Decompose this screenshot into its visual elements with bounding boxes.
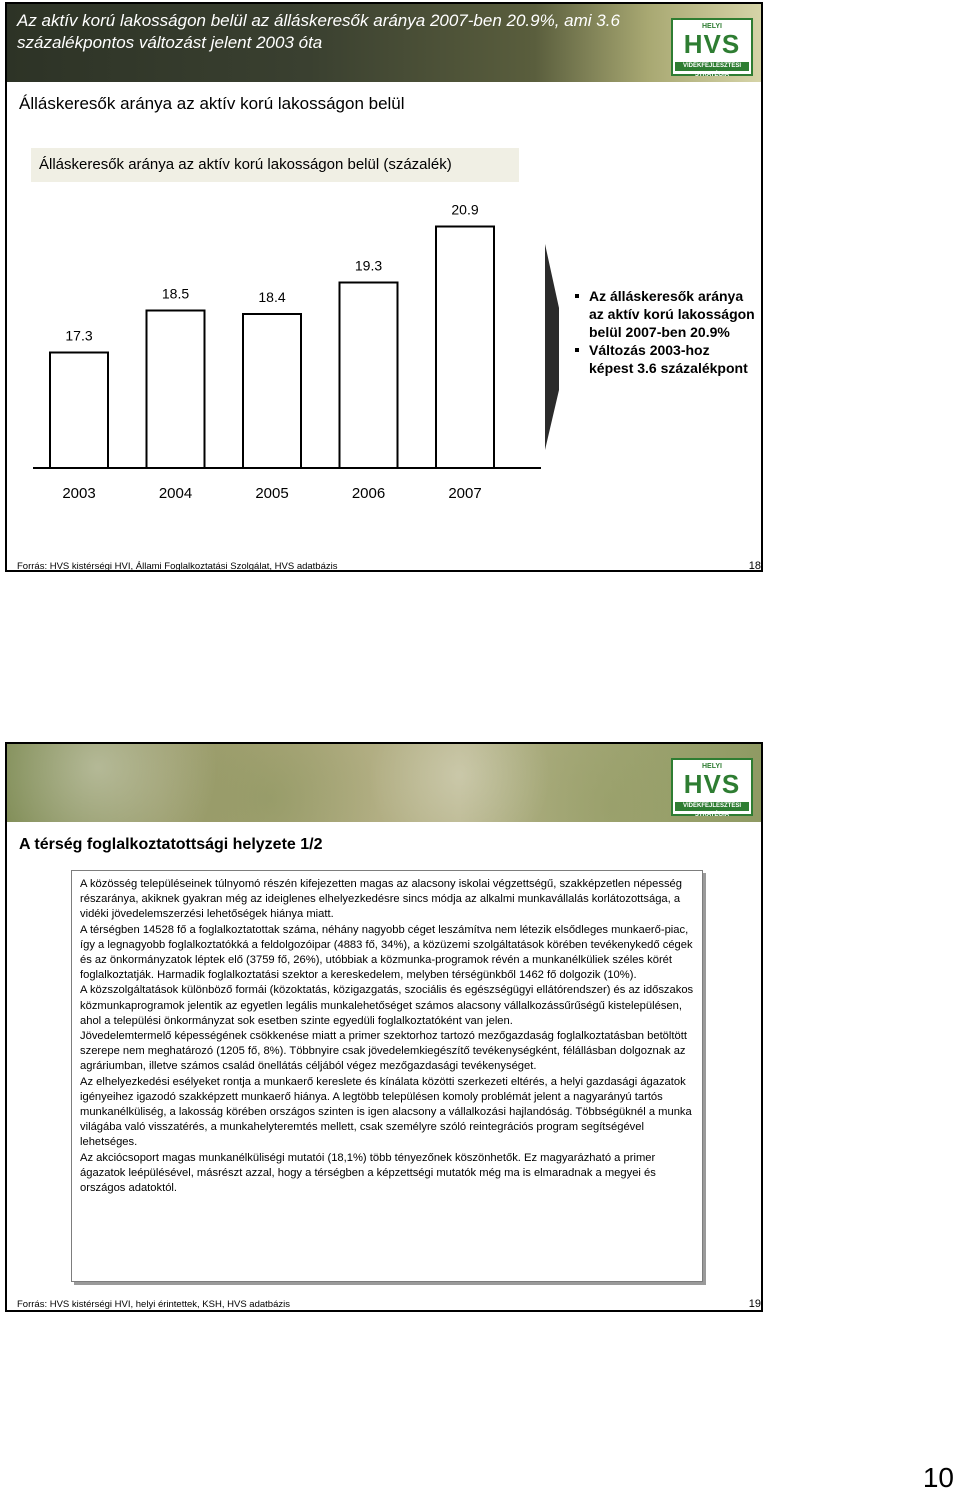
paragraph: A közösség településeinek túlnyomó részén kifejezetten magas az alacsony iskolai végzettségű, szakképzetlen népesség részaránya, akiknek gyakran még az ideiglenes elhelyezkedésre sincs módja az alkalmi munkavállalás korlátozottsága, a vidéki jövedelemszerzési lehetőségek hiánya miatt. [80,878,682,921]
paragraph: Az elhelyezkedési esélyeket rontja a munkaerő kereslete és kínálata közötti szerkezeti eltérés, a helyi gazdasági ágazatok igényeihez igazodó szakképzett munkaerő hiánya. A legtöbb településen komoly problémát jelent a nagyarányú tartós munkanélküliség, a lakosság körében országos szinten is igen alacsony a vállalkozási hajlandóság. Többségüknél a munka világába való visszatérés, a munkahelyteremtés mellett, csak személyre szóló reintegrációs program segítségével lehetséges. [80,1075,692,1149]
data-label: 17.3 [65,327,93,344]
bar-2003 [50,353,108,469]
paragraph: A térségben 14528 fő a foglalkoztatottak száma, néhány nagyobb céget leszámítva nem létezik elsődleges munkaerő-piac, így a legnagyobb foglalkoztatókká a feldolgozóipar (4883 fő, 34%), a közüzemi szolgáltatások körében tevékenykedő cégek és az önkormányzatok léptek elő (3759 fő, 26%), utóbbiak a közmunka-programok révén a munkanélküliek széles körét foglalkoztatják. Harmadik foglalkoztatási szektor a kereskedelem, melyben térségünkből 1462 fő dolgozik (10%). [80,923,693,982]
bar-2005 [243,314,301,468]
data-label: 18.5 [161,285,190,302]
logo-top-text: HELYI [702,763,722,770]
source-note: Forrás: HVS kistérségi HVI, Állami Foglalkoztatási Szolgálat, HVS adatbázis [17,561,338,572]
slide-18 [5,2,763,572]
document-page-number: 10 [922,1462,954,1493]
slide-heading: Álláskeresők aránya az aktív korú lakosságon belül [19,94,405,113]
logo-name: HVS [683,29,741,59]
bar-2004 [147,311,205,469]
data-label: 20.9 [451,204,479,218]
data-label: 19.3 [354,257,383,274]
slide-banner [7,4,761,82]
x-tick-label: 2006 [351,485,386,502]
logo-name: HVS [683,769,741,799]
source-note: Forrás: HVS kistérségi HVI, helyi érintettek, KSH, HVS adatbázis [17,1299,290,1310]
x-tick-label: 2004 [158,485,193,502]
paragraph: Jövedelemtermelő képességének csökkenése miatt a primer szektorhoz tartozó mezőgazdaság foglalkoztatásban betöltött szerepe nem meghatározó (1205 fő, 8%). Többnyire csak jövedelemkiegészítő tevékenységként, félállásban dolgoznak az agráriumban, illetve számos család önellátás céljából végez mezőgazdasági tevékenységet. [80,1030,687,1073]
banner-title: Az aktív korú lakosságon belül az álláskeresők aránya 2007-ben 20.9%, ami 3.6 százalékpontos változást jelent 2003 óta [17,11,620,52]
data-label: 18.4 [258,289,286,305]
slide-number: 18 [748,560,761,572]
logo-top-text: HELYI [702,23,722,30]
x-tick-label: 2005 [255,485,289,502]
bullet-item: Változás 2003-hoz képest 3.6 százalékpont [575,341,755,377]
hvs-logo [671,758,753,816]
slide-number: 19 [748,1298,761,1310]
slide-heading: A térség foglalkoztatottsági helyzete 1/2 [19,836,323,853]
logo-strip: VIDÉKFEJLESZTÉSI STRATÉGIA [675,802,749,811]
x-tick-label: 2003 [62,485,96,502]
summary-bullets [575,287,755,377]
bar-2006 [340,283,398,469]
logo-strip: VIDÉKFEJLESZTÉSI STRATÉGIA [675,62,749,71]
paragraph: Az akciócsoport magas munkanélküliségi mutatói (18,1%) több tényezőnek köszönhetők. Ez magyarázható a primer ágazatok leépülésével, másrészt azzal, hogy a térségben a képzettségi mutatók még ma is elmaradnak a megyei és országos adatoktól. [80,1151,656,1195]
hvs-logo [671,18,753,76]
bar-2007 [436,227,494,469]
x-tick-label: 2007 [448,485,482,502]
text-box [71,870,703,1282]
slide-19 [5,742,763,1312]
bullet-item: Az álláskeresők aránya az aktív korú lakosságon belül 2007-ben 20.9% [575,287,755,341]
bar-chart [7,204,547,504]
chart-title: Álláskeresők aránya az aktív korú lakosságon belül (százalék) [31,148,519,182]
paragraph: A közszolgáltatások különböző formái (közoktatás, közigazgatás, szociális és egészségügyi ellátórendszer) és az időszakos közmunkaprogramok jelentik az egyetlen legális munkalehetőséget számos alacsony vállalkozássűrűségű kistelepülésen, ahol a települési önkormányzat sok esetben szinte egyedüli foglalkoztatóként van jelen. [80,984,694,1027]
slide-banner [7,744,761,822]
